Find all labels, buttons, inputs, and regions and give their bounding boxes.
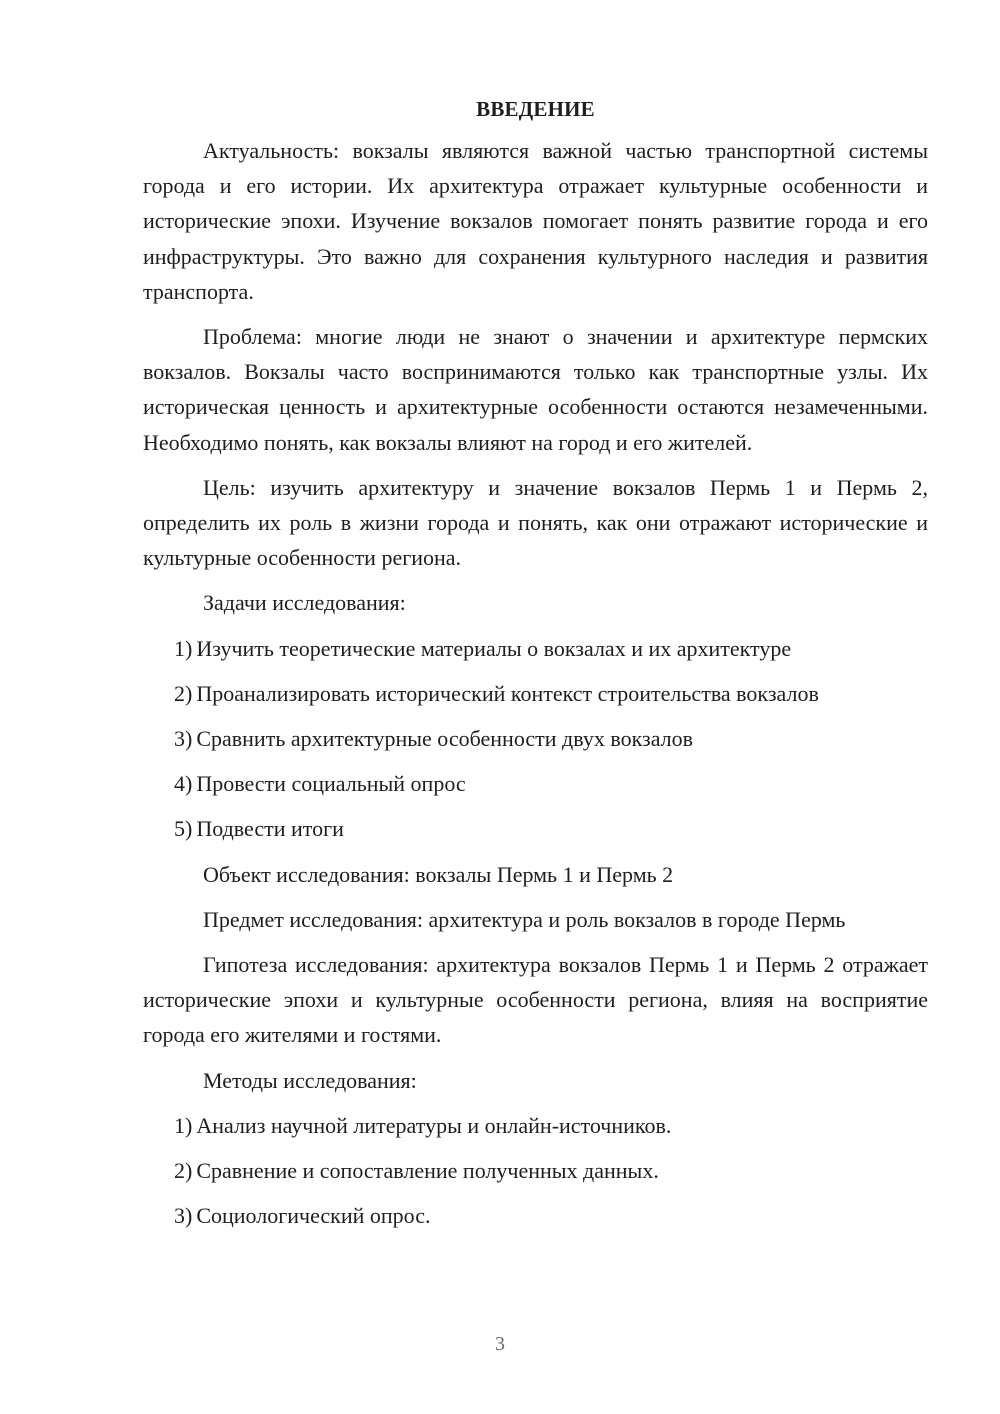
list-item (143, 631, 928, 666)
goal-paragraph: Цель: изучить архитектуру и значение вокзалов Пермь 1 и Пермь 2, определить их роль в жизни города и понять, как они отражают исторические и культурные особенности региона. (143, 474, 928, 571)
tasks-list (143, 631, 928, 847)
list-item-text: Изучить теоретические материалы о вокзалах и их архитектуре (196, 635, 792, 661)
problem-paragraph: Проблема: многие люди не знают о значении и архитектуре пермских вокзалов. Вокзалы часто воспринимаются только как транспортные узлы. Их историческая ценность и архитектурные особенности остаются незамеченными. Необходимо понять, как вокзалы влияют на город и его жителей. (143, 324, 928, 455)
methods-list (143, 1108, 928, 1234)
list-item-number: 2) (174, 1158, 193, 1184)
tasks-title: Задачи исследования: (203, 590, 406, 616)
list-item-text: Проанализировать исторический контекст строительства вокзалов (196, 680, 819, 706)
list-item-number: 3) (174, 726, 193, 752)
list-item (143, 1153, 928, 1188)
document-page (143, 92, 928, 1243)
list-item (143, 1198, 928, 1233)
list-item-text: Сравнение и сопоставление полученных данных. (196, 1158, 659, 1184)
list-item (143, 766, 928, 801)
list-item-text: Подвести итоги (196, 816, 344, 842)
relevance-paragraph: Актуальность: вокзалы являются важной частью транспортной системы города и его истории. Их архитектура отражает культурные особенности и исторические эпохи. Изучение вокзалов помогает понять развитие города и его инфраструктуры. Это важно для сохранения культурного наследия и развития транспорта. (143, 138, 928, 304)
hypothesis-paragraph: Гипотеза исследования: архитектура вокзалов Пермь 1 и Пермь 2 отражает исторические эпохи и культурные особенности региона, влияя на восприятие города его жителями и гостями. (143, 952, 928, 1048)
list-item-text: Социологический опрос. (196, 1203, 431, 1229)
list-item-number: 3) (174, 1203, 193, 1229)
list-item-number: 1) (174, 1112, 193, 1138)
list-item (143, 811, 928, 846)
list-item (143, 1108, 928, 1143)
list-item (143, 721, 928, 756)
list-item-number: 1) (174, 635, 193, 661)
list-item-number: 5) (174, 816, 193, 842)
list-item-number: 2) (174, 680, 193, 706)
methods-title: Методы исследования: (203, 1067, 417, 1093)
list-item-text: Анализ научной литературы и онлайн-источников. (196, 1112, 672, 1138)
page-number: 3 (495, 1333, 505, 1355)
subject-paragraph: Предмет исследования: архитектура и роль вокзалов в городе Пермь (203, 906, 846, 932)
list-item (143, 676, 928, 711)
object-paragraph: Объект исследования: вокзалы Пермь 1 и Пермь 2 (203, 861, 674, 887)
list-item-text: Сравнить архитектурные особенности двух вокзалов (196, 726, 694, 752)
list-item-text: Провести социальный опрос (196, 771, 466, 797)
list-item-number: 4) (174, 771, 193, 797)
section-heading: ВВЕДЕНИЕ (476, 97, 595, 121)
